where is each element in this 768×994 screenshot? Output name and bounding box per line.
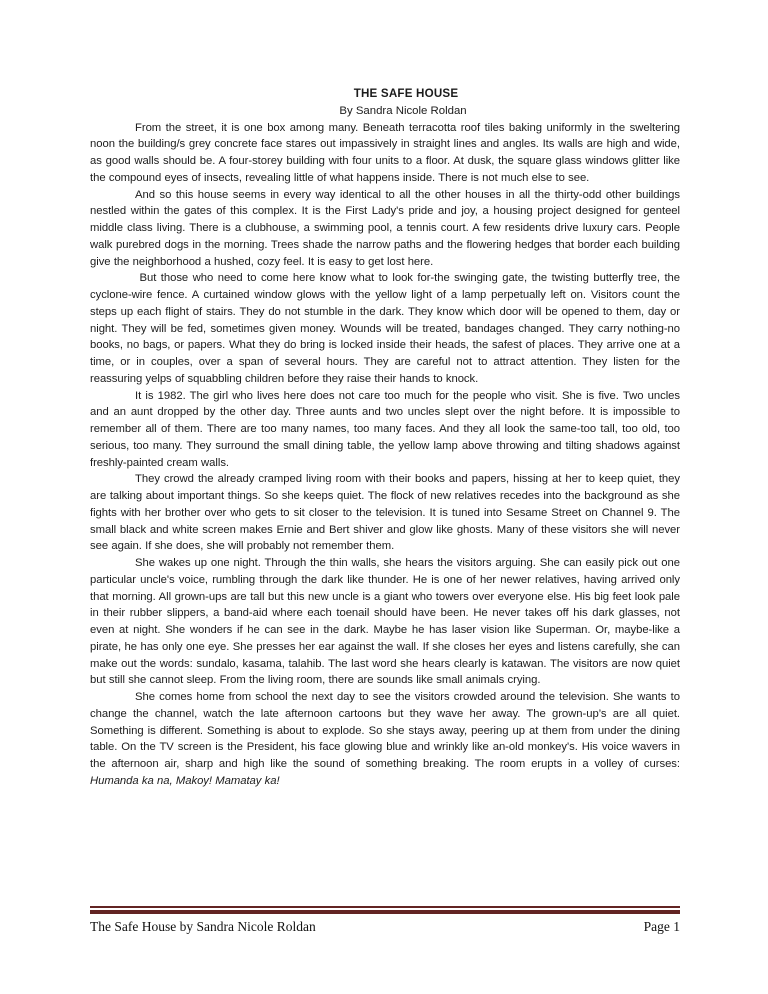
paragraph bbox=[90, 689, 680, 790]
paragraph-text: But those who need to come here know what to look for-the swinging gate, the twisting butterfly tree, the cyclone-wire fence. A curtained window glows with the yellow light of a lamp perpetually left on. Visitors count the steps up each flight of stairs. They do not stumble in the dark. They know which door will be opened to them, day or night. They will be fed, sometimes given money. Wounds will be treated, bandages changed. They carry nothing-no books, no bags, or papers. What they do bring is locked inside their heads, the safest of places. They arrive one at a time, or in couples, over a span of several hours. They are careful not to attract attention. They listen for the reassuring yelps of squabbling children before they raise their hands to knock. bbox=[90, 272, 680, 385]
page-footer bbox=[90, 906, 680, 935]
paragraph bbox=[90, 187, 680, 271]
paragraph-text: It is 1982. The girl who lives here does not care too much for the people who visit. She is five. Two uncles and an aunt dropped by the other day. Three aunts and two uncles slept over the night before. It is impossible to remember all of them. There are too many names, too many faces. And they all look the same-too tall, too old, too serious, too many. They surround the small dining table, the yellow lamp above throwing and tilting shadows against freshly-painted cream walls. bbox=[90, 389, 680, 469]
paragraph-text: She wakes up one night. Through the thin walls, she hears the visitors arguing. She can easily pick out one particular uncle's voice, rumbling through the dark like thunder. He is one of her newer relatives, having arrived only that morning. All grown-ups are tall but this new uncle is a giant who towers over everyone else. His big feet look pale in their rubber slippers, a band-aid where each toenail should have been. He never takes off his dark glasses, not even at night. She wonders if he can see in the dark. Maybe he has laser vision like Superman. Or, maybe-like a pirate, he has only one eye. She presses her ear against the wall. If she closes her eyes and listens carefully, she can make out the words: sundalo, kasama, talahib. The last word she hears clearly is katawan. The visitors are now quiet but still she cannot sleep. From the living room, there are sounds like small animals crying. bbox=[90, 557, 680, 687]
paragraph-text: They crowd the already cramped living room with their books and papers, hissing at her to keep quiet, they are talking about important things. So she keeps quiet. The flock of new relatives recedes into the background as she fights with her brother over who gets to sit closer to the television. It is tuned into Sesame Street on Channel 9. The small black and white screen makes Ernie and Bert shiver and glow like ghosts. Many of these visitors she will never see again. If she does, she will probably not remember them. bbox=[90, 473, 680, 553]
footer-document-title: The Safe House by Sandra Nicole Roldan bbox=[90, 919, 316, 934]
page-title: THE SAFE HOUSE bbox=[353, 87, 459, 100]
story-text bbox=[90, 120, 680, 790]
paragraph bbox=[90, 388, 680, 472]
byline: By Sandra Nicole Roldan bbox=[339, 104, 467, 117]
paragraph-text: From the street, it is one box among many. Beneath terracotta roof tiles baking uniformly in the sweltering noon the building/s grey concrete face stares out impassively in straight lines and angles. Its walls are high and wide, as good walls should be. A four-storey building with four units to a floor. At dusk, the square glass windows glitter like the compound eyes of insects, revealing little of what happens inside. There is not much else to see. bbox=[90, 121, 680, 184]
paragraph bbox=[90, 120, 680, 187]
document-body bbox=[90, 86, 680, 790]
paragraph bbox=[90, 555, 680, 689]
paragraph-text: And so this house seems in every way identical to all the other houses in all the thirty-odd other buildings nestled within the gates of this complex. It is the First Lady's pride and joy, a housing project designed for genteel middle class living. There is a clubhouse, a swimming pool, a tennis court. A few residents drive luxury cars. People walk purebred dogs in the morning. Trees shade the narrow paths and the flowering hedges that border each building give the neighborhood a hushed, cozy feel. It is easy to get lost here. bbox=[90, 188, 680, 268]
paragraph-text: She comes home from school the next day to see the visitors crowded around the television. She wants to change the channel, watch the late afternoon cartoons but they wave her away. The grown-up’s are all quiet. Something is different. Something is about to explode. So she stays away, peering up at them from under the dining table. On the TV screen is the President, his face glowing blue and wrinkly like an-old monkey's. His voice wavers in the afternoon air, sharp and high like the sound of something breaking. The room erupts in a volley of curses: bbox=[90, 691, 680, 770]
paragraph bbox=[90, 270, 680, 387]
footer-rule-thick bbox=[90, 910, 680, 914]
paragraph-italic-text: Humanda ka na, Makoy! Mamatay ka! bbox=[90, 774, 280, 787]
paragraph bbox=[90, 471, 680, 555]
footer-page-number: Page 1 bbox=[643, 919, 680, 934]
